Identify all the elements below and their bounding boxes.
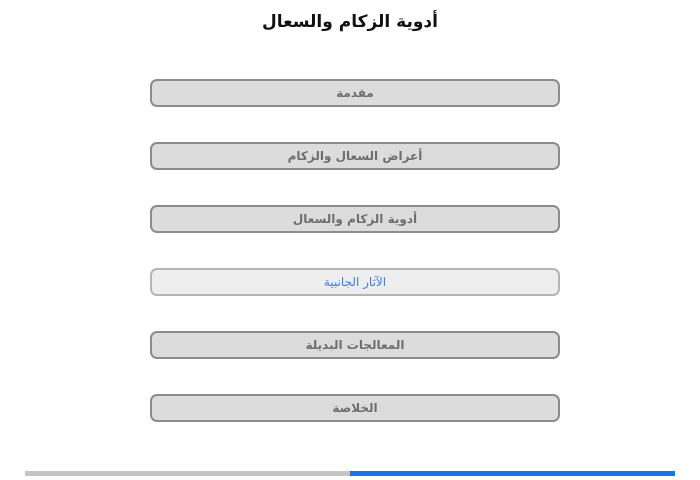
page-title: أدوية الزكام والسعال (262, 12, 438, 32)
section-menu (150, 79, 560, 457)
menu-item-conclusion[interactable]: الخلاصة (150, 394, 560, 422)
progress-bar (25, 471, 675, 476)
progress-bar-fill (350, 471, 675, 476)
menu-item-medicines[interactable]: أدوية الزكام والسعال (150, 205, 560, 233)
menu-item-introduction[interactable]: مقدمة (150, 79, 560, 107)
menu-item-side-effects[interactable]: الآثار الجانبية (150, 268, 560, 296)
menu-item-alternative-treatments[interactable]: المعالجات البديلة (150, 331, 560, 359)
menu-item-symptoms[interactable]: أعراض السعال والزكام (150, 142, 560, 170)
